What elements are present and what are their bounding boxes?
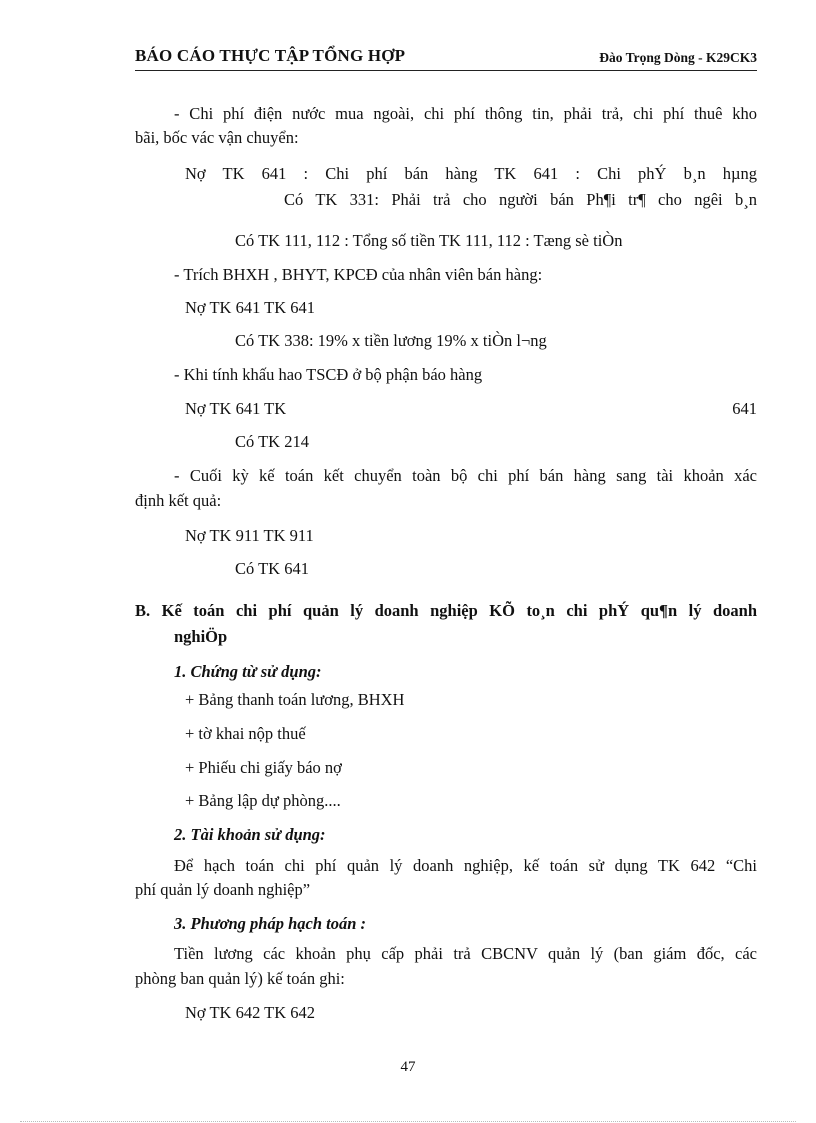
list-item: + Bảng thanh toán lương, BHXH (185, 690, 405, 709)
journal-credit-line: Có TK 641 (235, 559, 309, 578)
journal-credit-line: Có TK 338: 19% x tiền lương 19% x tiÒn l¬ng (235, 331, 547, 350)
text-line: - Chi phí điện nước mua ngoài, chi phí thông tin, phải trả, chi phí thuê kho (174, 104, 757, 123)
journal-credit-line: Có TK 331: Phải trả cho người bán Ph¶i tr¶ cho ngêi b¸n (284, 190, 757, 209)
text-line: Tiền lương các khoản phụ cấp phải trả CBCNV quản lý (ban giám đốc, các (174, 944, 757, 963)
text-line: bãi, bốc vác vận chuyển: (135, 128, 299, 147)
text-line: - Khi tính khấu hao TSCĐ ở bộ phận báo hàng (174, 365, 483, 384)
list-item: + tờ khai nộp thuế (185, 724, 306, 743)
text-line: phí quản lý doanh nghiệp” (135, 880, 311, 899)
journal-debit-line: Nợ TK 911 TK 911 (185, 526, 314, 545)
journal-debit-line: Nợ TK 641 TK (185, 399, 287, 418)
text-line: - Trích BHXH , BHYT, KPCĐ của nhân viên bán hàng: (174, 265, 543, 284)
text-line: phòng ban quản lý) kế toán ghi: (135, 969, 345, 988)
journal-debit-line: Nợ TK 641 TK 641 (185, 298, 316, 317)
section-heading: B. Kế toán chi phí quản lý doanh nghiệp KÕ to¸n chi phÝ qu¶n lý doanh (135, 601, 757, 620)
journal-debit-line: Nợ TK 641 : Chi phí bán hàng TK 641 : Chi phÝ b¸n hµng (185, 164, 757, 183)
subsection-heading: 2. Tài khoản sử dụng: (174, 825, 326, 844)
journal-credit-line: Có TK 111, 112 : Tổng số tiền TK 111, 112 : Tæng sè tiÒn (235, 231, 623, 250)
text-line: - Cuối kỳ kế toán kết chuyển toàn bộ chi phí bán hàng sang tài khoản xác (174, 466, 757, 485)
journal-debit-line: Nợ TK 642 TK 642 (185, 1003, 316, 1022)
journal-credit-line: Có TK 214 (235, 432, 309, 451)
page-number: 47 (400, 1059, 416, 1075)
list-item: + Bảng lập dự phòng.... (185, 791, 341, 810)
text-line: Để hạch toán chi phí quản lý doanh nghiệp, kế toán sử dụng TK 642 “Chi (174, 856, 757, 875)
author-label: Đào Trọng Dòng - K29CK3 (599, 50, 757, 65)
report-title: BÁO CÁO THỰC TẬP TỔNG HỢP (135, 46, 406, 65)
section-heading-cont: nghiÖp (174, 627, 228, 646)
text-line: định kết quả: (135, 491, 222, 510)
page-bottom-divider (20, 1121, 796, 1122)
account-number: 641 (732, 399, 757, 418)
page-header (135, 46, 757, 71)
subsection-heading: 1. Chứng từ sử dụng: (174, 662, 322, 681)
subsection-heading: 3. Phương pháp hạch toán : (174, 914, 367, 933)
list-item: + Phiếu chi giấy báo nợ (185, 758, 342, 777)
